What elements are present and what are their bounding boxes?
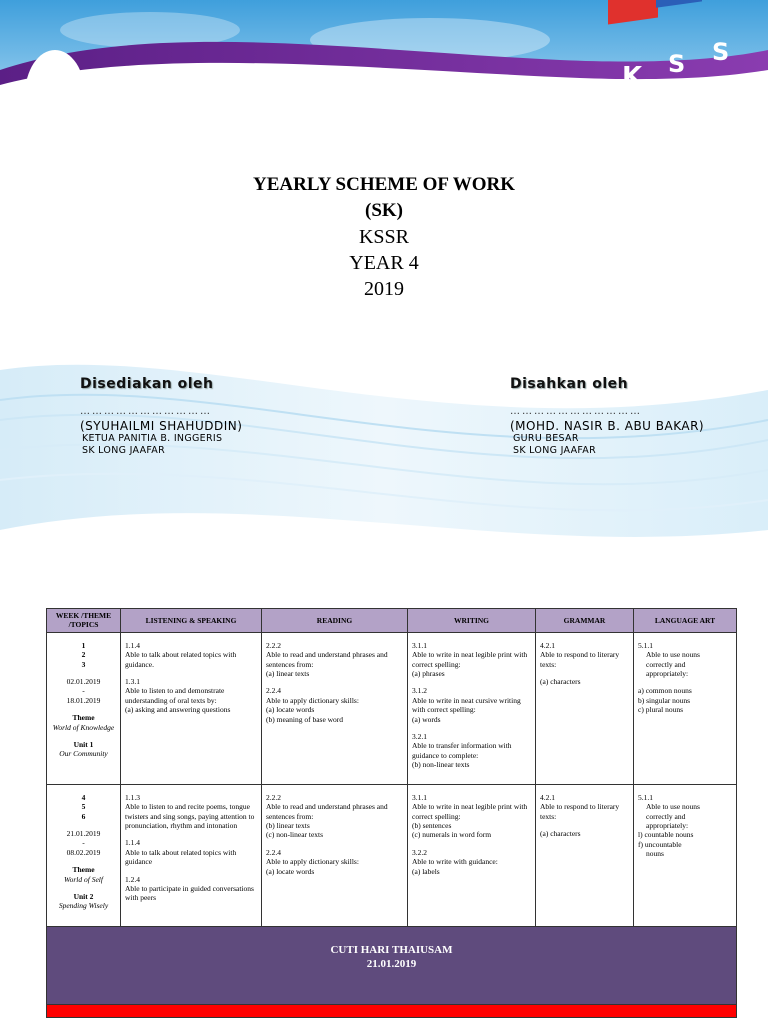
svg-text:S: S bbox=[668, 50, 686, 78]
standard-item: l) countable nouns bbox=[638, 830, 694, 840]
standard-code: 3.2.2 bbox=[412, 847, 427, 857]
standard-item: (a) labels bbox=[412, 866, 440, 876]
standard-item: (a) linear texts bbox=[266, 669, 310, 679]
standard-code: 3.1.1 bbox=[412, 792, 427, 802]
standard-text: Able to use nouns bbox=[646, 802, 700, 812]
standard-item: (b) non-linear texts bbox=[412, 760, 470, 770]
standard-text: Able to respond to literary texts: bbox=[540, 650, 620, 669]
standard-text: appropriately: bbox=[646, 821, 689, 831]
header-reading: READING bbox=[262, 609, 408, 633]
date-start: 21.01.2019 bbox=[66, 829, 101, 839]
language-art-cell bbox=[634, 632, 737, 784]
title-line-3: KSSR bbox=[358, 226, 410, 248]
title-line-4: YEAR 4 bbox=[349, 252, 419, 274]
reading-cell bbox=[262, 784, 408, 926]
standard-item: b) singular nouns bbox=[638, 695, 691, 705]
standard-code: 1.3.1 bbox=[125, 677, 140, 687]
holiday-date: 21.01.2019 bbox=[366, 957, 417, 970]
standard-code: 2.2.4 bbox=[266, 686, 281, 696]
title-line-5: 2019 bbox=[364, 278, 404, 300]
standard-text: Able to read and understand phrases and sentences from: bbox=[266, 650, 388, 669]
theme-name: World of Self bbox=[64, 874, 103, 884]
prepared-by-block bbox=[80, 376, 242, 457]
standard-text: Able to apply dictionary skills: bbox=[266, 857, 359, 867]
standard-item: (b) meaning of base word bbox=[266, 714, 344, 724]
listening-cell bbox=[121, 632, 262, 784]
header-writing: WRITING bbox=[408, 609, 536, 633]
standard-text: Able to write in neat cursive writing with correct spelling: bbox=[412, 695, 521, 715]
title-line-2: (SK) bbox=[365, 200, 403, 221]
standard-text: Able to write in neat legible print with correct spelling: bbox=[412, 802, 528, 821]
standard-text: correctly and bbox=[646, 659, 686, 669]
standard-text: Able to apply dictionary skills: bbox=[266, 695, 359, 705]
holiday-title: CUTI HARI THAIUSAM bbox=[330, 943, 453, 956]
standard-item: f) uncountable bbox=[638, 839, 682, 849]
unit-name: Spending Wisely bbox=[58, 901, 109, 911]
standard-text: Able to listen to and demonstrate understanding of oral texts by: bbox=[125, 686, 225, 705]
date-dash: - bbox=[82, 838, 85, 848]
week-number: 4 bbox=[81, 792, 86, 802]
standard-code: 1.1.3 bbox=[125, 792, 140, 802]
standard-text: appropriately: bbox=[646, 669, 689, 679]
writing-cell bbox=[408, 784, 536, 926]
date-end: 18.01.2019 bbox=[66, 695, 101, 705]
standard-text: Able to write in neat legible print with correct spelling: bbox=[412, 650, 528, 669]
theme-name: World of Knowledge bbox=[52, 722, 115, 732]
standard-text: Able to listen to and recite poems, tongue twisters and sing songs, paying attention to pronunciation, rhythm and intonation bbox=[125, 802, 255, 831]
standard-code: 2.2.4 bbox=[266, 847, 281, 857]
standard-code: 2.2.2 bbox=[266, 640, 281, 650]
week-number: 2 bbox=[81, 650, 86, 660]
scheme-table bbox=[46, 608, 737, 1018]
unit-label: Unit 2 bbox=[73, 892, 94, 902]
svg-text:S: S bbox=[712, 38, 730, 66]
standard-item: (a) asking and answering questions bbox=[125, 705, 231, 715]
standard-item: (a) words bbox=[412, 714, 441, 724]
header-banner bbox=[0, 0, 768, 140]
standard-text: Able to participate in guided conversations with peers bbox=[125, 884, 254, 903]
standard-item: (b) linear texts bbox=[266, 821, 310, 831]
approver-name: (MOHD. NASIR B. ABU BAKAR) bbox=[510, 419, 705, 433]
listening-cell bbox=[121, 784, 262, 926]
svg-text:K: K bbox=[622, 62, 643, 92]
standard-code: 1.1.4 bbox=[125, 640, 140, 650]
standard-item: nouns bbox=[646, 849, 664, 859]
unit-label: Unit 1 bbox=[73, 740, 94, 750]
week-cell bbox=[47, 632, 121, 784]
header-grammar: GRAMMAR bbox=[536, 609, 634, 633]
standard-code: 4.2.1 bbox=[540, 640, 555, 650]
week-number: 3 bbox=[81, 659, 86, 669]
prepared-by-label: Disediakan oleh bbox=[80, 376, 214, 392]
holiday-row bbox=[47, 926, 737, 1004]
week-cell bbox=[47, 784, 121, 926]
header-language-art: LANGUAGE ART bbox=[634, 609, 737, 633]
week-number: 5 bbox=[81, 802, 86, 812]
language-art-cell bbox=[634, 784, 737, 926]
table-row bbox=[47, 784, 737, 926]
standard-text: Able to talk about related topics with guidance. bbox=[125, 650, 237, 669]
approver-school: SK LONG JAAFAR bbox=[513, 445, 596, 456]
standard-code: 5.1.1 bbox=[638, 792, 653, 802]
preparer-school: SK LONG JAAFAR bbox=[82, 445, 165, 456]
grammar-cell bbox=[536, 632, 634, 784]
document-title bbox=[0, 172, 768, 302]
standard-code: 1.1.4 bbox=[125, 838, 140, 848]
standard-code: 2.2.2 bbox=[266, 792, 281, 802]
header-week: WEEK /THEME /TOPICS bbox=[47, 609, 121, 633]
header-listening: LISTENING & SPEAKING bbox=[121, 609, 262, 633]
standard-text: Able to read and understand phrases and sentences from: bbox=[266, 802, 388, 821]
date-end: 08.02.2019 bbox=[66, 847, 101, 857]
standard-text: Able to respond to literary texts: bbox=[540, 802, 620, 821]
standard-code: 3.2.1 bbox=[412, 732, 427, 742]
table-header-row bbox=[47, 609, 737, 633]
holiday-cell bbox=[47, 926, 737, 1004]
week-number: 1 bbox=[81, 640, 86, 650]
writing-cell bbox=[408, 632, 536, 784]
standard-code: 4.2.1 bbox=[540, 792, 555, 802]
standard-text: Able to talk about related topics with guidance bbox=[125, 847, 237, 867]
standard-code: 3.1.1 bbox=[412, 640, 427, 650]
red-divider-row bbox=[47, 1004, 737, 1017]
standard-code: 1.2.4 bbox=[125, 874, 140, 884]
signature-line: …………………………… bbox=[510, 406, 642, 417]
standard-text: correctly and bbox=[646, 811, 686, 821]
standard-text: Able to use nouns bbox=[646, 650, 700, 660]
standard-item: (c) numerals in word form bbox=[412, 830, 492, 840]
unit-name: Our Community bbox=[59, 749, 108, 759]
reading-cell bbox=[262, 632, 408, 784]
red-divider bbox=[47, 1004, 737, 1017]
standard-item: (a) phrases bbox=[412, 669, 445, 679]
theme-label: Theme bbox=[72, 713, 95, 723]
approved-by-block bbox=[510, 376, 704, 457]
signature-line: …………………………… bbox=[80, 406, 212, 417]
title-line-1: YEARLY SCHEME OF WORK bbox=[253, 174, 515, 195]
week-number: 6 bbox=[81, 811, 86, 821]
approved-by-label: Disahkan oleh bbox=[510, 376, 629, 392]
date-start: 02.01.2019 bbox=[66, 677, 101, 687]
standard-text: Able to transfer information with guidance to complete: bbox=[412, 741, 512, 760]
standard-item: (a) characters bbox=[540, 677, 581, 687]
standard-item: (a) locate words bbox=[266, 866, 315, 876]
standard-code: 3.1.2 bbox=[412, 686, 427, 696]
date-dash: - bbox=[82, 686, 85, 696]
table-row bbox=[47, 632, 737, 784]
approver-role: GURU BESAR bbox=[513, 433, 579, 444]
preparer-role: KETUA PANITIA B. INGGERIS bbox=[82, 433, 223, 444]
theme-label: Theme bbox=[72, 865, 95, 875]
standard-item: a) common nouns bbox=[638, 686, 692, 696]
standard-text: Able to write with guidance: bbox=[412, 857, 498, 867]
grammar-cell bbox=[536, 784, 634, 926]
preparer-name: (SYUHAILMI SHAHUDDIN) bbox=[80, 419, 243, 433]
standard-item: (c) non-linear texts bbox=[266, 830, 324, 840]
banner-graphic bbox=[0, 0, 768, 140]
standard-item: c) plural nouns bbox=[638, 705, 683, 715]
standard-code: 5.1.1 bbox=[638, 640, 653, 650]
standard-item: (a) locate words bbox=[266, 705, 315, 715]
standard-item: (b) sentences bbox=[412, 821, 452, 831]
standard-item: (a) characters bbox=[540, 829, 581, 839]
